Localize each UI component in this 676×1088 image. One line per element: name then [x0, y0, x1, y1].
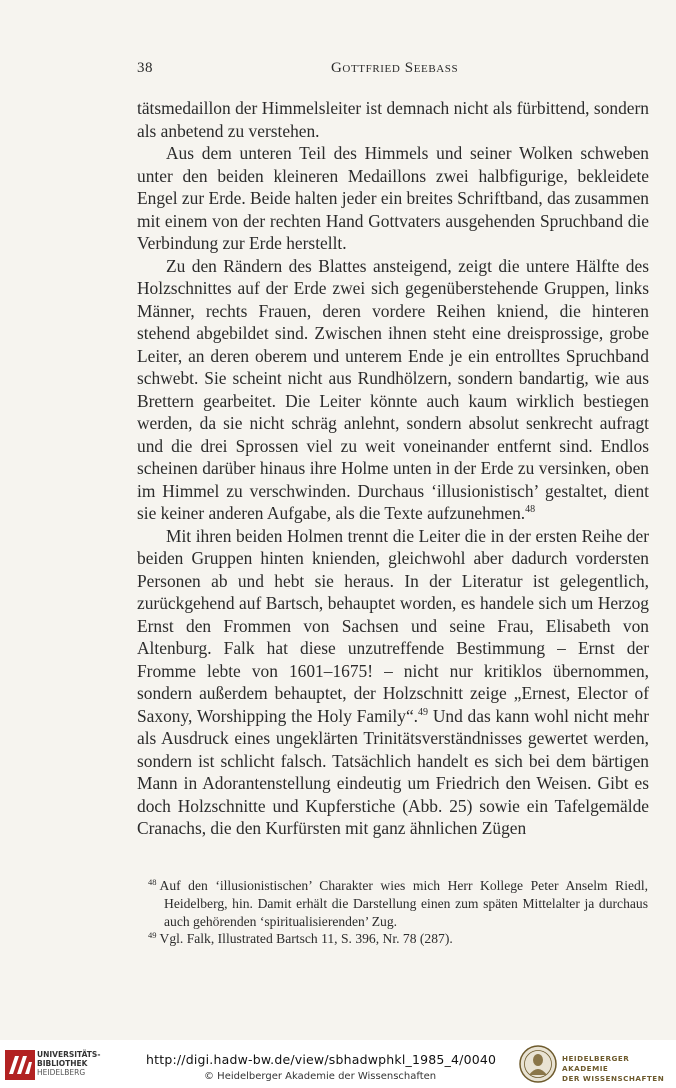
paragraph-2-text: Aus dem unteren Teil des Himmels und seiner Wolken schweben unter den beiden kleineren Medaillons zwei halbfigurige, bekleidete Engel zur Erde. Beide halten jeder ein breites Schriftband, das zusammen mit einem von der rechten Hand Gottvaters ausgehenden Spruchband die Verbindung zur Erde herstellt.	[137, 143, 649, 253]
copyright-notice: © Heidelberger Akademie der Wissenschaften	[204, 1071, 437, 1082]
academy-name	[562, 1054, 676, 1084]
footnote-48	[148, 877, 648, 930]
academy-line-2: DER WISSENSCHAFTEN	[562, 1074, 665, 1083]
running-title: Gottfried Seebass	[331, 60, 459, 76]
paragraph-1	[137, 97, 649, 142]
paragraph-4-text-a: Mit ihren beiden Holmen trennt die Leiter die in der ersten Reihe der beiden Gruppen hinten knienden, gleichwohl aber dadurch vordersten Personen ab und hebt sie heraus. In der Literatur ist gelegentlich, zurückgehend auf Bartsch, behauptet worden, es handele sich um Herzog Ernst den Frommen von Sachsen und seine Frau, Elisabeth von Altenburg. Falk hat diese unzutreffende Bestimmung – Ernst der Fromme lebte von 1601–1675! – nicht nur kritiklos übernommen, sondern außerdem behauptet, der Holzschnitt zeige „Ernest, Elector of Saxony, Worshipping the Holy Family“.	[137, 525, 649, 726]
digitization-footer	[0, 1040, 676, 1088]
uni-line-1: UNIVERSITÄTS-	[37, 1050, 101, 1059]
footnote-49-text: Vgl. Falk, Illustrated Bartsch 11, S. 396, Nr. 78 (287).	[159, 931, 453, 947]
paragraph-2	[137, 142, 649, 255]
academy-seal-icon	[519, 1045, 557, 1083]
paragraph-1-text: tätsmedaillon der Himmelsleiter ist demnach nicht als fürbittend, sondern als anbetend zu verstehen.	[137, 98, 649, 141]
academy-line-1: HEIDELBERGER AKADEMIE	[562, 1054, 630, 1073]
paragraph-4	[137, 525, 649, 840]
footnote-49	[148, 930, 648, 948]
university-library-name	[37, 1050, 100, 1077]
paragraph-3	[137, 255, 649, 525]
footnote-ref-48: 48	[525, 504, 536, 515]
permalink-url[interactable]: http://digi.hadw-bw.de/view/sbhadwphkl_1985_4/0040	[146, 1052, 497, 1067]
footnote-48-text: Auf den ‘illusionistischen’ Charakter wies mich Herr Kollege Peter Anselm Riedl, Heidelberg, hin. Damit erhält die Darstellung einen zum späten Mittelalter ja durchaus auch gehörenden ‘spiritualisierenden’ Zug.	[159, 878, 648, 929]
university-library-logo-icon	[5, 1050, 35, 1080]
footnote-49-number: 49	[148, 930, 157, 941]
footnote-48-number: 48	[148, 877, 157, 887]
paragraph-3-text: Zu den Rändern des Blattes ansteigend, zeigt die untere Hälfte des Holzschnittes auf der Erde zwei sich gegenüberstehende Gruppen, links Männer, rechts Frauen, deren vordere Reihen kniend, die hinteren stehend abgebildet sind. Zwischen ihnen steht eine dreisprossige, grobe Leiter, an deren oberem und unterem Ende je ein entrolltes Spruchband schwebt. Sie scheint nicht aus Rundhölzern, sondern bandartig, wie aus Brettern gearbeitet. Die Leiter könnte auch kaum wirklich bestiegen werden, da sie nicht schräg anlehnt, sondern absolut senkrecht aufragt und die drei Sprossen viel zu weit voneinander entfernt sind. Endlos scheinen darüber hinaus ihre Holme unten in der Erde zu versinken, oben im Himmel zu verschwinden. Durchaus ‘illusionistisch’ gestaltet, dient sie keiner anderen Aufgabe, als die Texte aufzunehmen.	[137, 255, 649, 523]
body-text	[137, 97, 649, 840]
footnote-ref-49: 49	[418, 706, 429, 718]
uni-line-3: HEIDELBERG	[37, 1068, 86, 1077]
paragraph-4-text-b: Und das kann wohl nicht mehr als Ausdruck eines ungeklärten Trinitätsverständnisses gewertet werden, sondern ist schlicht falsch. Tatsächlich handelt es sich bei dem bärtigen Mann in Adorantenstellung eindeutig um Friedrich den Weisen. Gibt es doch Holzschnitte und Kupferstiche (Abb. 25) sowie ein Tafelgemälde Cranachs, die den Kurfürsten mit ganz ähnlichen Zügen	[137, 705, 649, 838]
page-number: 38	[137, 60, 153, 76]
uni-line-2: BIBLIOTHEK	[37, 1059, 88, 1068]
footnotes	[148, 877, 648, 948]
